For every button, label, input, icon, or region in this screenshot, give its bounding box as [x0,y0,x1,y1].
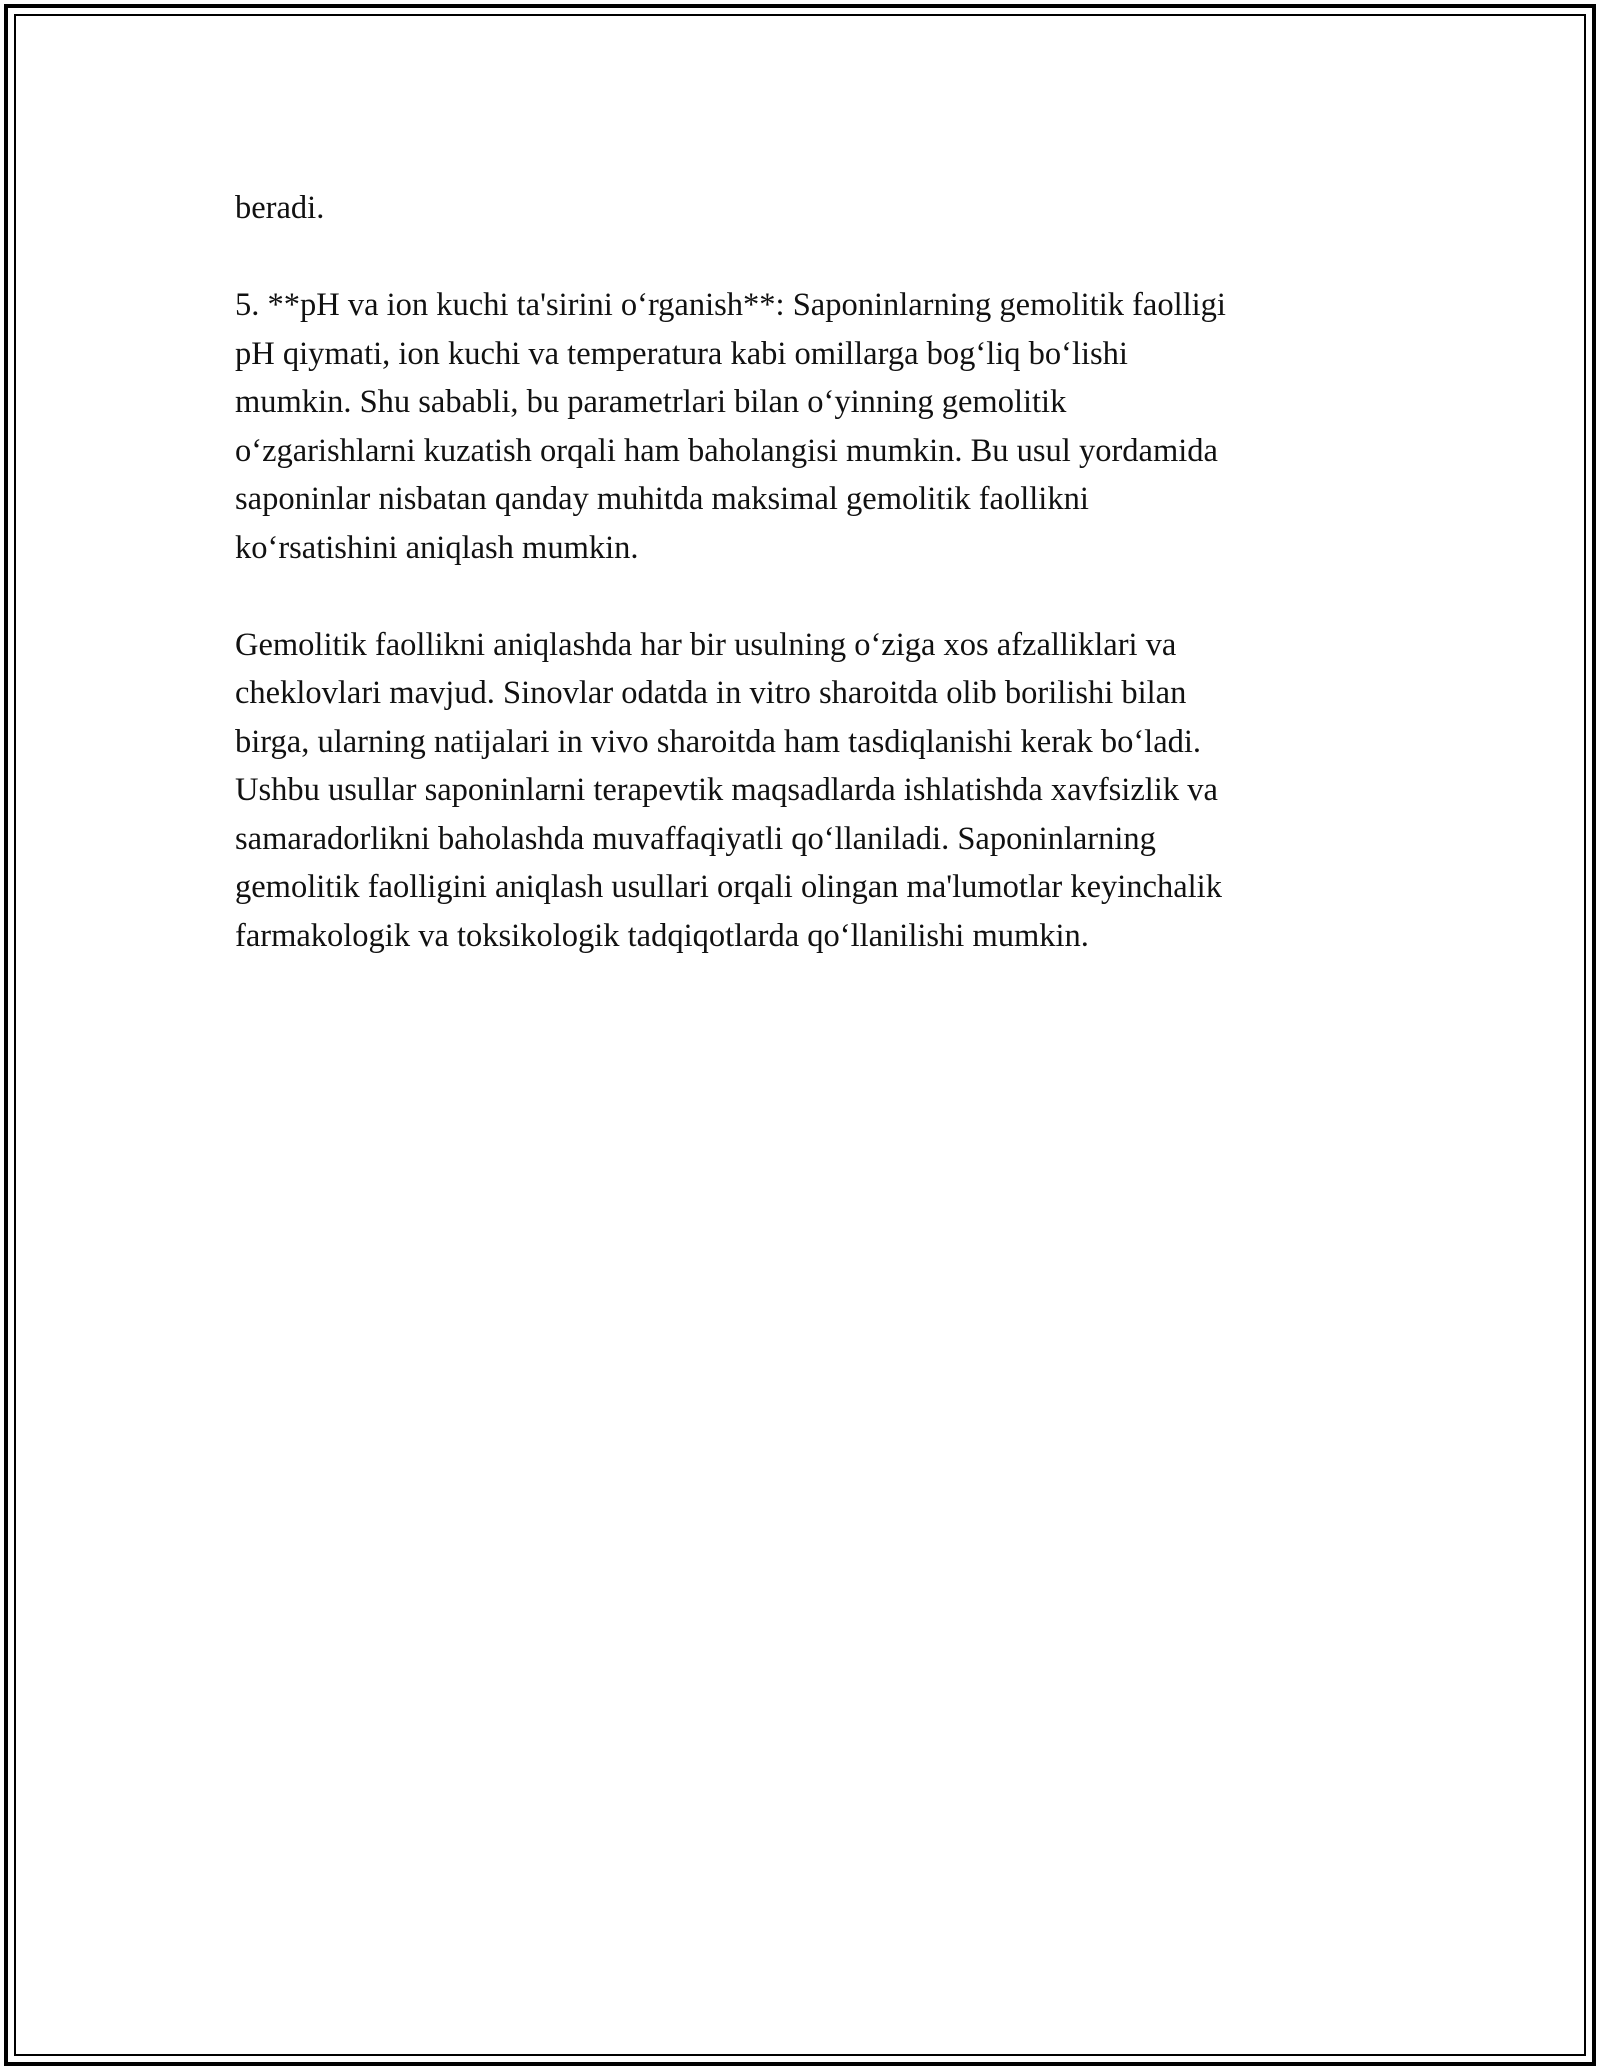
paragraph-continuation: beradi. [235,190,325,226]
paragraph-ph-ion-strength: 5. **pH va ion kuchi ta'sirini o‘rganish**: Saponinlarning gemolitik faolligi pH qiymati, ion kuchi va temperatura kabi omillarga bog‘liq bo‘lishi mumkin. Shu sababli, bu parametrlari bilan o‘yinning gemolitik o‘zgarishlarni kuzatish orqali ham baholangisi mumkin. Bu usul yordamida saponinlar nisbatan qanday muhitda maksimal gemolitik faollikni ko‘rsatishini aniqlash mumkin. [235,287,1226,566]
paragraph-conclusion: Gemolitik faollikni aniqlashda har bir usulning o‘ziga xos afzalliklari va cheklovlari mavjud. Sinovlar odatda in vitro sharoitda olib borilishi bilan birga, ularning natijalari in vivo sharoitda ham tasdiqlanishi kerak bo‘ladi. Ushbu usullar saponinlarni terapevtik maqsadlarda ishlatishda xavfsizlik va samaradorlikni baholashda muvaffaqiyatli qo‘llaniladi. Saponinlarning gemolitik faolligini aniqlash usullari orqali olingan ma'lumotlar keyinchalik farmakologik va toksikologik tadqiqotlarda qo‘llanilishi mumkin. [235,626,1222,954]
document-body [235,184,1385,1009]
